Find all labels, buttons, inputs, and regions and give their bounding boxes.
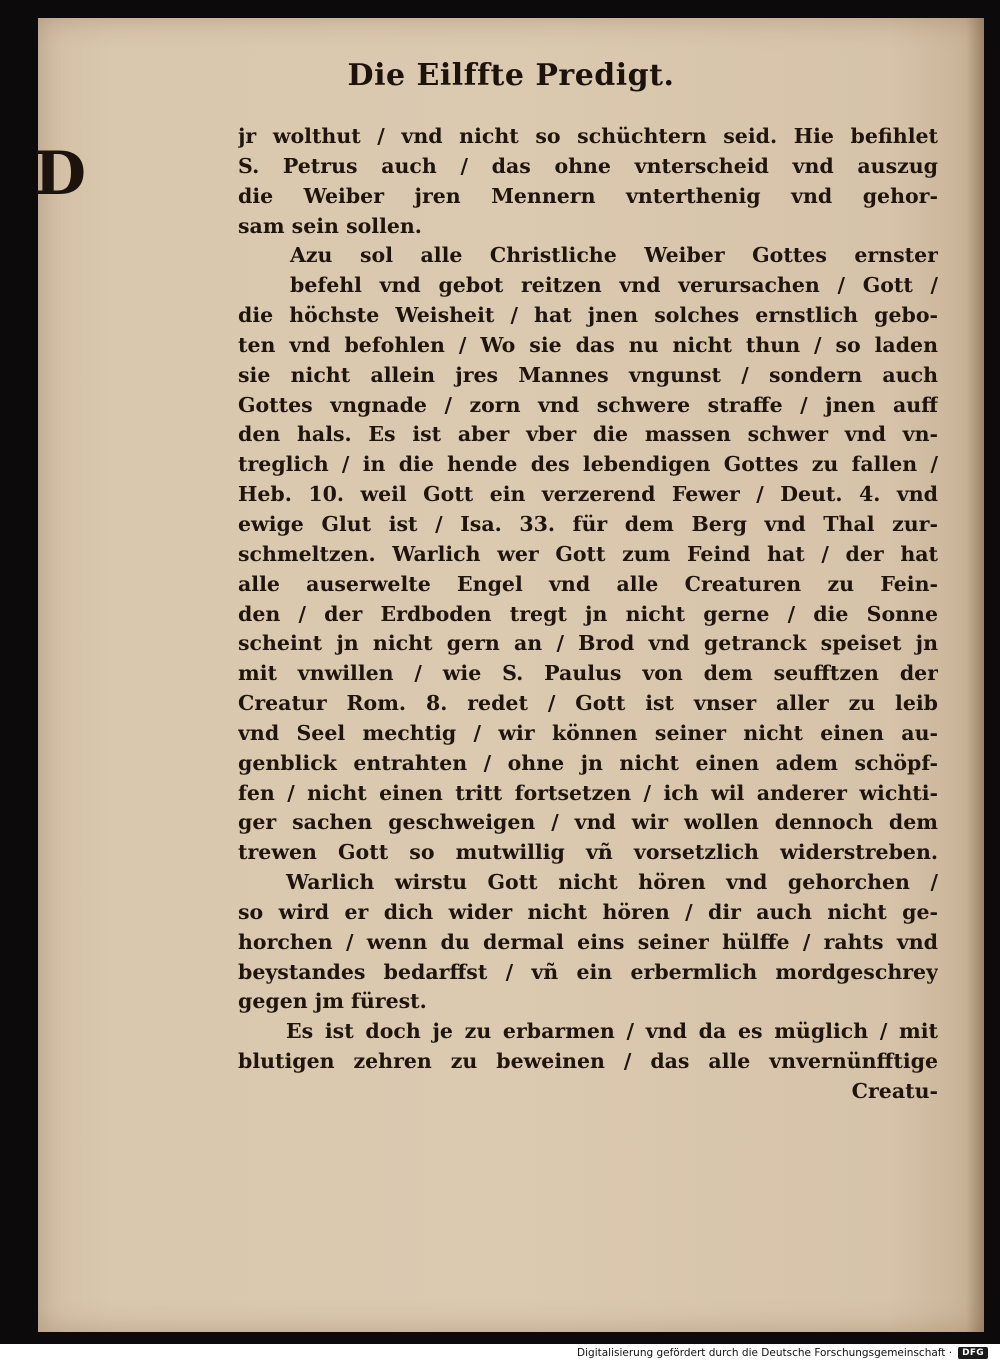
page-edge-shadow	[966, 18, 984, 1332]
book-page	[34, 18, 984, 1332]
drop-capital: D	[34, 139, 87, 209]
text-line: genblick entrahten / ohne jn nicht einen adem schöpf-	[238, 750, 938, 775]
running-head: Die Eilffte Predigt.	[347, 58, 675, 93]
text-line: Warlich wirstu Gott nicht hören vnd gehorchen /	[286, 870, 938, 895]
text-line: vnd Seel mechtig / wir können seiner nicht einen au-	[238, 720, 938, 745]
text-line: sam sein sollen.	[238, 213, 422, 238]
text-line: so wird er dich wider nicht hören / dir auch nicht ge-	[238, 899, 938, 924]
text-line: sie nicht allein jres Mannes vngunst / sondern auch	[238, 362, 938, 387]
text-line: Creatur Rom. 8. redet / Gott ist vnser aller zu leib	[238, 691, 938, 716]
text-line: ger sachen geschweigen / vnd wir wollen dennoch dem	[238, 810, 938, 835]
catchword: Creatu-	[851, 1079, 938, 1103]
text-line: den / der Erdboden tregt jn nicht gerne / die Sonne	[238, 601, 938, 626]
text-line: befehl vnd gebot reitzen vnd verursachen / Gott /	[290, 273, 938, 298]
text-line: S. Petrus auch / das ohne vnterscheid vnd auszug	[238, 153, 938, 178]
text-line: horchen / wenn du dermal eins seiner hülffe / rahts vnd	[238, 929, 938, 954]
text-line: ten vnd befohlen / Wo sie das nu nicht thun / so laden	[238, 332, 938, 357]
text-line: mit vnwillen / wie S. Paulus von dem seufftzen der	[238, 661, 938, 686]
dfg-logo: DFG	[958, 1347, 988, 1359]
text-line: Heb. 10. weil Gott ein verzerend Fewer / Deut. 4. vnd	[238, 482, 938, 507]
text-line: treglich / in die hende des lebendigen Gottes zu fallen /	[238, 452, 938, 477]
text-line: die höchste Weisheit / hat jnen solches ernstlich gebo-	[238, 303, 938, 328]
text-line: fen / nicht einen tritt fortsetzen / ich wil anderer wichti-	[238, 780, 938, 805]
text-line: gegen jm fürest.	[238, 989, 427, 1014]
text-line: schmeltzen. Warlich wer Gott zum Feind hat / der hat	[238, 541, 938, 566]
text-line: trewen Gott so mutwillig vñ vorsetzlich widerstreben.	[238, 840, 938, 865]
text-block	[238, 122, 938, 1107]
text-line: scheint jn nicht gern an / Brod vnd getranck speiset jn	[238, 631, 938, 656]
text-line: Es ist doch je zu erbarmen / vnd da es müglich / mit	[286, 1019, 938, 1044]
text-line: Gottes vngnade / zorn vnd schwere straffe / jnen auff	[238, 392, 938, 417]
text-line: die Weiber jren Mennern vnterthenig vnd gehor-	[238, 183, 938, 208]
text-line: alle auserwelte Engel vnd alle Creaturen zu Fein-	[238, 571, 938, 596]
text-line: beystandes bedarffst / vñ ein erbermlich mordgeschrey	[238, 959, 938, 984]
text-line: jr wolthut / vnd nicht so schüchtern seid. Hie befihlet	[238, 124, 938, 148]
text-line: Azu sol alle Christliche Weiber Gottes ernster	[290, 243, 938, 268]
credit-text: Digitalisierung gefördert durch die Deutsche Forschungsgemeinschaft ·	[577, 1347, 953, 1359]
text-line: ewige Glut ist / Isa. 33. für dem Berg vnd Thal zur-	[238, 511, 938, 536]
text-line: den hals. Es ist aber vber die massen schwer vnd vn-	[238, 422, 938, 447]
text-line: blutigen zehren zu beweinen / das alle vnvernünfftige	[238, 1049, 938, 1074]
digitization-credit	[577, 1345, 988, 1361]
